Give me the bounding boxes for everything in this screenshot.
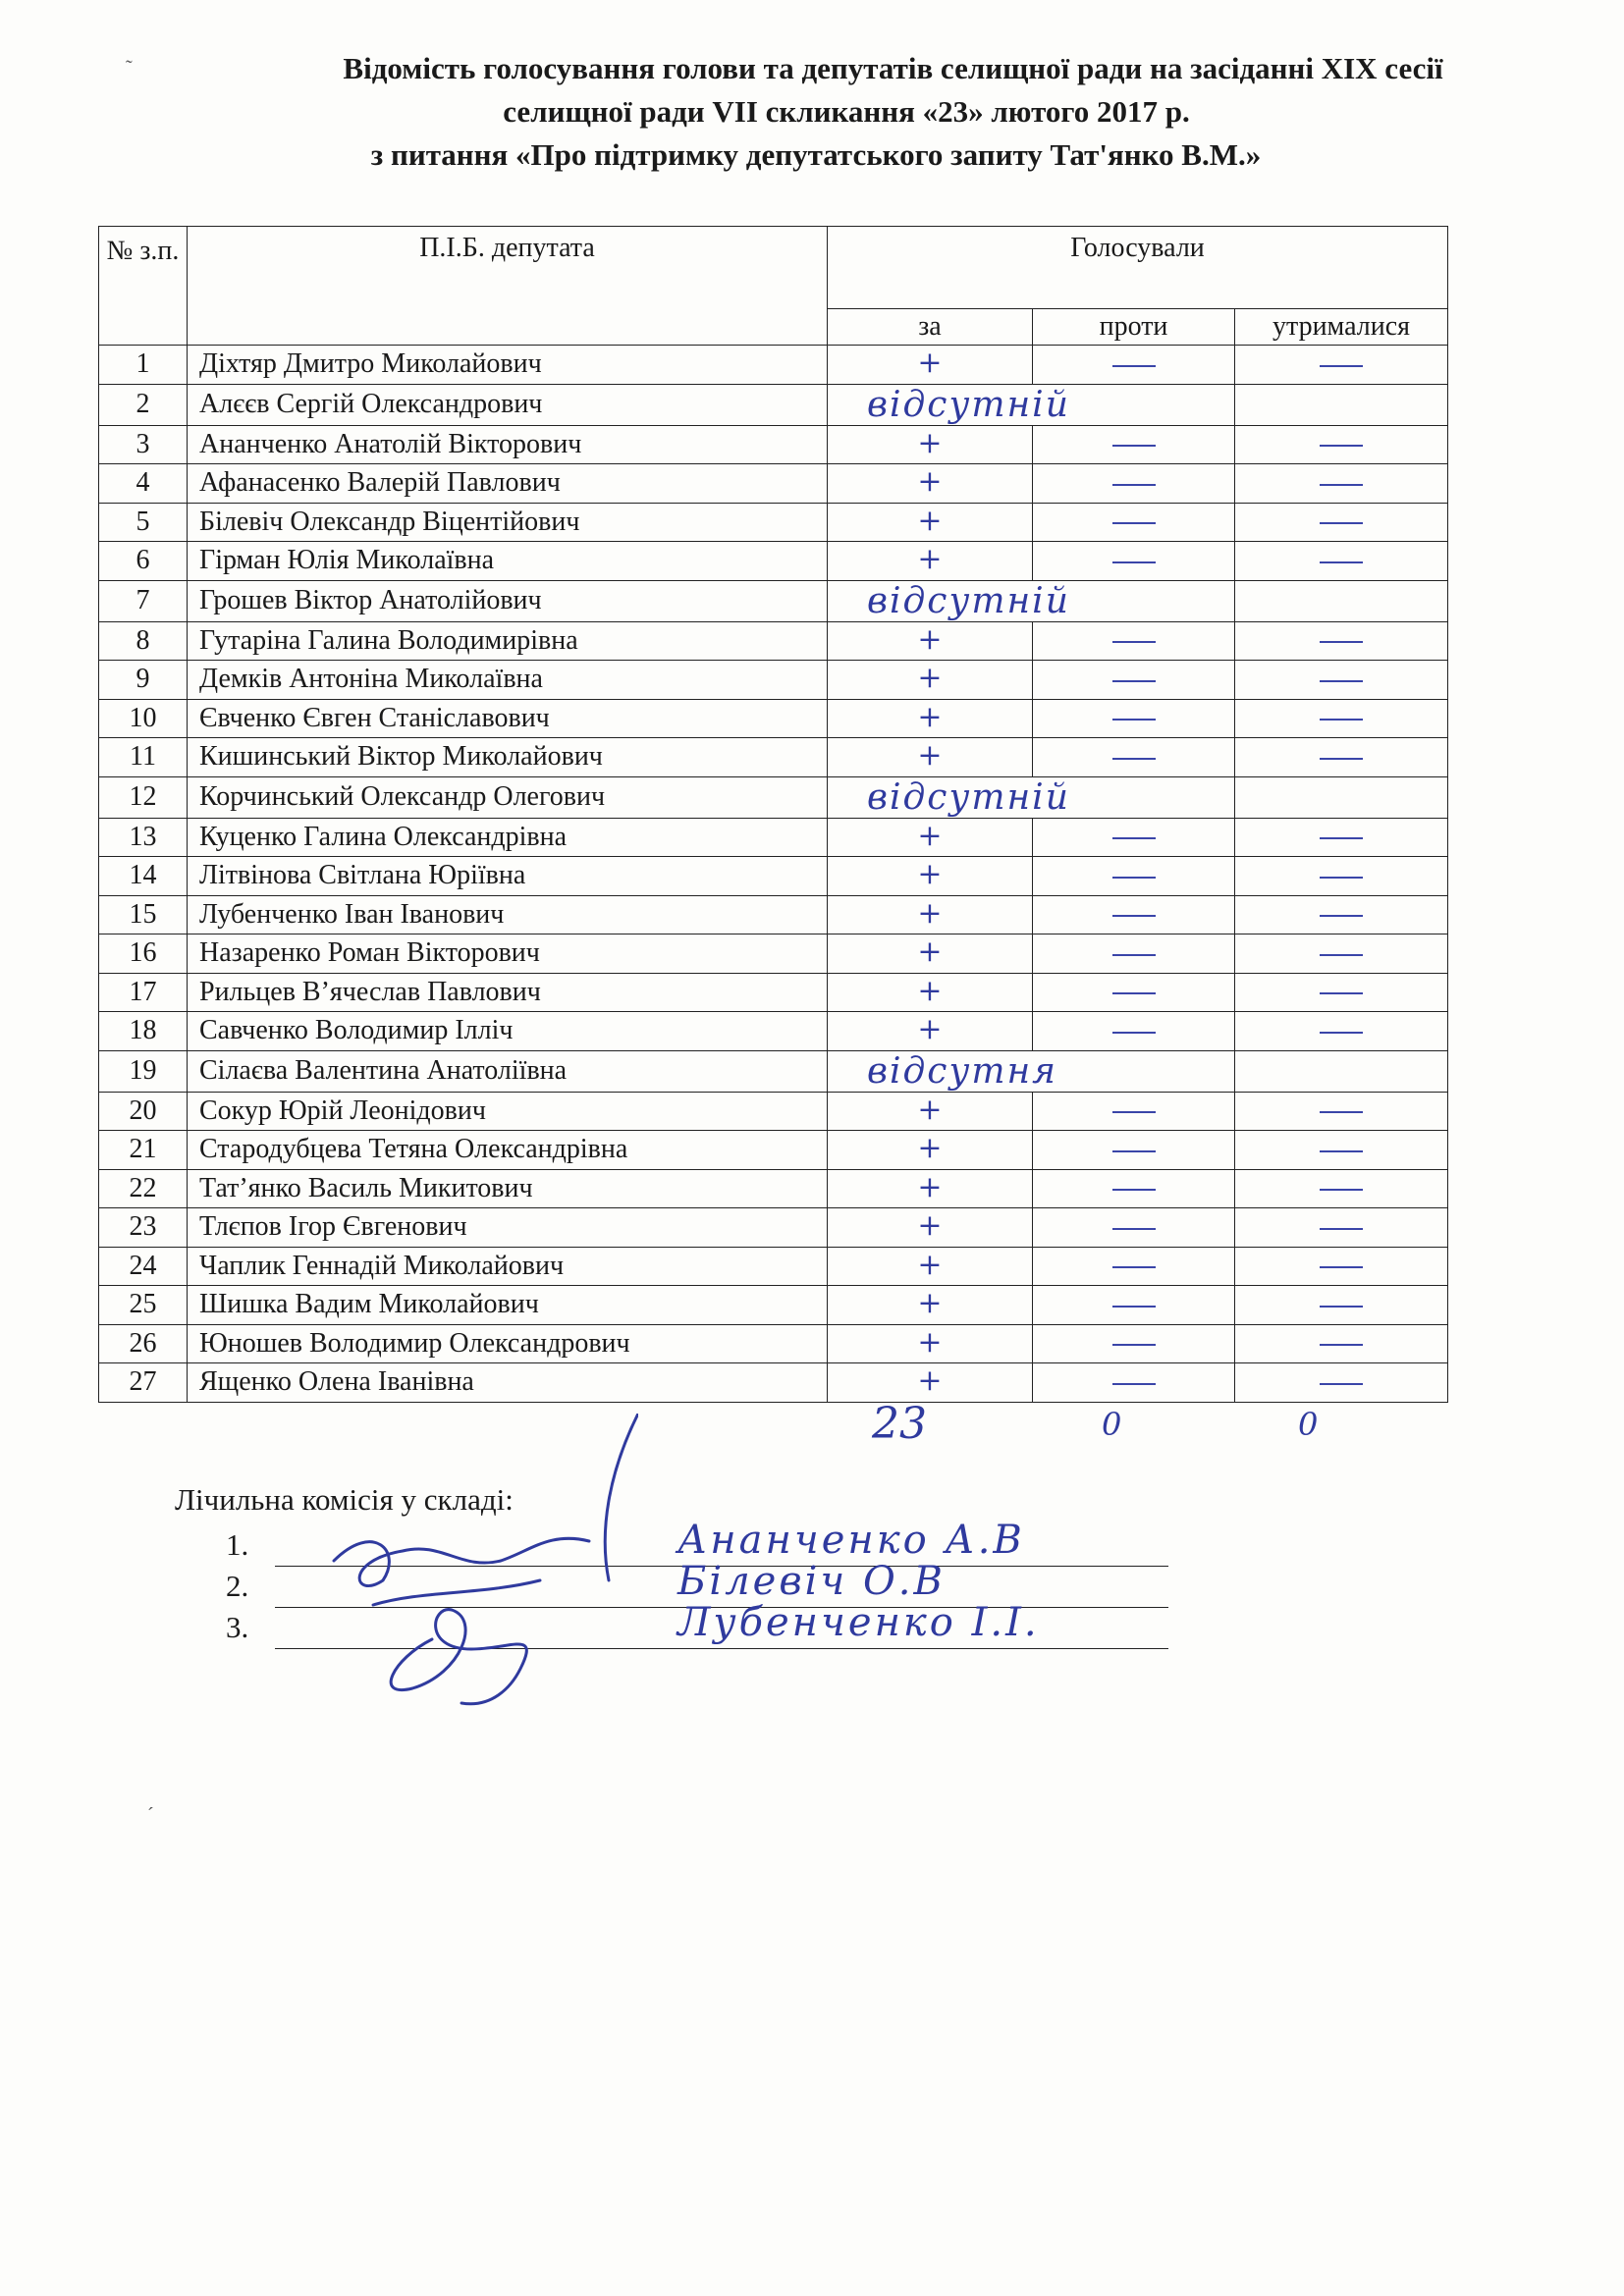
against-cell xyxy=(1033,1092,1235,1131)
plus-mark: + xyxy=(917,738,943,774)
against-cell xyxy=(1033,738,1235,777)
abstained-cell xyxy=(1235,346,1448,385)
dash-mark xyxy=(1112,1266,1156,1268)
table-row xyxy=(99,580,1448,621)
plus-mark: + xyxy=(917,857,943,892)
plus-mark: + xyxy=(917,1208,943,1244)
table-row xyxy=(99,857,1448,896)
row-number: 18 xyxy=(99,1012,188,1051)
for-cell xyxy=(828,503,1033,542)
abstained-cell xyxy=(1235,464,1448,504)
dash-mark xyxy=(1320,837,1363,839)
against-cell xyxy=(1033,1131,1235,1170)
row-number: 1 xyxy=(99,346,188,385)
row-number: 21 xyxy=(99,1131,188,1170)
row-number: 22 xyxy=(99,1169,188,1208)
row-number: 9 xyxy=(99,661,188,700)
plus-mark: + xyxy=(917,1247,943,1282)
abstained-cell xyxy=(1235,738,1448,777)
dash-mark xyxy=(1320,365,1363,367)
table-row xyxy=(99,661,1448,700)
against-cell xyxy=(1033,661,1235,700)
against-cell xyxy=(1033,1247,1235,1286)
for-cell xyxy=(828,973,1033,1012)
dash-mark xyxy=(1320,1383,1363,1385)
for-cell xyxy=(828,542,1033,581)
deputy-name: Ященко Олена Іванівна xyxy=(188,1363,828,1403)
table-row xyxy=(99,1286,1448,1325)
for-cell xyxy=(828,346,1033,385)
deputy-name: Куценко Галина Олександрівна xyxy=(188,818,828,857)
dash-mark xyxy=(1320,641,1363,643)
plus-mark: + xyxy=(917,464,943,500)
row-number: 2 xyxy=(99,384,188,425)
dash-mark xyxy=(1112,837,1156,839)
for-cell xyxy=(828,1286,1033,1325)
row-number: 4 xyxy=(99,464,188,504)
abstained-cell xyxy=(1235,1050,1448,1092)
table-row xyxy=(99,776,1448,818)
table-row xyxy=(99,699,1448,738)
dash-mark xyxy=(1112,1306,1156,1308)
deputy-name: Савченко Володимир Ілліч xyxy=(188,1012,828,1051)
dash-mark xyxy=(1320,954,1363,956)
abstained-cell xyxy=(1235,1247,1448,1286)
deputy-name: Чаплик Геннадій Миколайович xyxy=(188,1247,828,1286)
table-row xyxy=(99,895,1448,934)
against-cell xyxy=(1033,1012,1235,1051)
dash-mark xyxy=(1320,445,1363,447)
for-cell xyxy=(828,1247,1033,1286)
for-cell xyxy=(828,934,1033,974)
deputy-name: Юношев Володимир Олександрович xyxy=(188,1324,828,1363)
header-voted: Голосували xyxy=(828,227,1448,309)
against-cell xyxy=(1033,1169,1235,1208)
header-against: проти xyxy=(1033,309,1235,346)
document-title xyxy=(0,47,1624,177)
plus-mark: + xyxy=(917,661,943,696)
deputy-name: Лубенченко Іван Іванович xyxy=(188,895,828,934)
member-number: 1. xyxy=(226,1527,249,1562)
dash-mark xyxy=(1320,1032,1363,1034)
total-against: 0 xyxy=(1102,1406,1122,1443)
plus-mark: + xyxy=(917,1012,943,1047)
plus-mark: + xyxy=(917,1324,943,1360)
title-line-3: з питання «Про підтримку депутатського запиту Тат'янко В.М.» xyxy=(370,137,1262,172)
abstained-cell xyxy=(1235,1286,1448,1325)
dash-mark xyxy=(1112,445,1156,447)
for-cell xyxy=(828,1324,1033,1363)
row-number: 12 xyxy=(99,776,188,818)
for-cell xyxy=(828,464,1033,504)
plus-mark: + xyxy=(917,1169,943,1204)
dash-mark xyxy=(1112,1111,1156,1113)
for-cell xyxy=(828,818,1033,857)
deputy-name: Євченко Євген Станіславович xyxy=(188,699,828,738)
abstained-cell xyxy=(1235,425,1448,464)
deputy-name: Стародубцева Тетяна Олександрівна xyxy=(188,1131,828,1170)
row-number: 17 xyxy=(99,973,188,1012)
plus-mark: + xyxy=(917,346,943,381)
row-number: 8 xyxy=(99,621,188,661)
plus-mark: + xyxy=(917,1092,943,1127)
dash-mark xyxy=(1112,877,1156,879)
row-number: 24 xyxy=(99,1247,188,1286)
dash-mark xyxy=(1320,758,1363,760)
against-cell xyxy=(1033,1208,1235,1248)
against-cell xyxy=(1033,1324,1235,1363)
row-number: 23 xyxy=(99,1208,188,1248)
dash-mark xyxy=(1112,1032,1156,1034)
against-cell xyxy=(1033,934,1235,974)
row-number: 27 xyxy=(99,1363,188,1403)
abstained-cell xyxy=(1235,973,1448,1012)
abstained-cell xyxy=(1235,818,1448,857)
plus-mark: + xyxy=(917,425,943,460)
dash-mark xyxy=(1320,992,1363,994)
dash-mark xyxy=(1112,1189,1156,1191)
abstained-cell xyxy=(1235,1012,1448,1051)
dash-mark xyxy=(1320,561,1363,563)
dash-mark xyxy=(1320,1228,1363,1230)
header-abstained: утрималися xyxy=(1235,309,1448,346)
dash-mark xyxy=(1320,1150,1363,1152)
dash-mark xyxy=(1320,915,1363,917)
dash-mark xyxy=(1320,522,1363,524)
deputy-name: Гірман Юлія Миколаївна xyxy=(188,542,828,581)
table-row xyxy=(99,934,1448,974)
plus-mark: + xyxy=(917,621,943,657)
plus-mark: + xyxy=(917,973,943,1008)
row-number: 14 xyxy=(99,857,188,896)
against-cell xyxy=(1033,818,1235,857)
plus-mark: + xyxy=(917,895,943,931)
deputy-name: Гутаріна Галина Володимирівна xyxy=(188,621,828,661)
dash-mark xyxy=(1320,1266,1363,1268)
header-for: за xyxy=(828,309,1033,346)
deputy-name: Білевіч Олександр Віцентійович xyxy=(188,503,828,542)
member-number: 3. xyxy=(226,1610,249,1644)
deputy-name: Назаренко Роман Вікторович xyxy=(188,934,828,974)
absent-note: відсутній xyxy=(828,580,1235,621)
deputy-name: Алєєв Сергій Олександрович xyxy=(188,384,828,425)
against-cell xyxy=(1033,973,1235,1012)
total-for: 23 xyxy=(872,1399,927,1449)
plus-mark: + xyxy=(917,699,943,734)
row-number: 13 xyxy=(99,818,188,857)
for-cell xyxy=(828,1169,1033,1208)
against-cell xyxy=(1033,895,1235,934)
plus-mark: + xyxy=(917,542,943,577)
row-number: 11 xyxy=(99,738,188,777)
table-row xyxy=(99,1050,1448,1092)
abstained-cell xyxy=(1235,776,1448,818)
table-row xyxy=(99,621,1448,661)
against-cell xyxy=(1033,857,1235,896)
abstained-cell xyxy=(1235,857,1448,896)
row-number: 7 xyxy=(99,580,188,621)
abstained-cell xyxy=(1235,1092,1448,1131)
dash-mark xyxy=(1112,954,1156,956)
for-cell xyxy=(828,425,1033,464)
row-number: 6 xyxy=(99,542,188,581)
for-cell xyxy=(828,661,1033,700)
against-cell xyxy=(1033,542,1235,581)
abstained-cell xyxy=(1235,895,1448,934)
table-row xyxy=(99,738,1448,777)
header-num: № з.п. xyxy=(99,227,188,346)
for-cell xyxy=(828,1012,1033,1051)
dash-mark xyxy=(1112,522,1156,524)
dash-mark xyxy=(1320,484,1363,486)
dash-mark xyxy=(1320,877,1363,879)
table-row xyxy=(99,503,1448,542)
for-cell xyxy=(828,857,1033,896)
plus-mark: + xyxy=(917,1363,943,1399)
dash-mark xyxy=(1112,484,1156,486)
table-row xyxy=(99,425,1448,464)
member-name: Ананченко А.В xyxy=(677,1518,1025,1563)
for-cell xyxy=(828,895,1033,934)
deputy-name: Ананченко Анатолій Вікторович xyxy=(188,425,828,464)
abstained-cell xyxy=(1235,1169,1448,1208)
dash-mark xyxy=(1320,719,1363,721)
for-cell xyxy=(828,1131,1033,1170)
table-row xyxy=(99,542,1448,581)
table-row xyxy=(99,818,1448,857)
deputy-name: Грошев Віктор Анатолійович xyxy=(188,580,828,621)
row-number: 3 xyxy=(99,425,188,464)
deputy-name: Шишка Вадим Миколайович xyxy=(188,1286,828,1325)
abstained-cell xyxy=(1235,699,1448,738)
scan-mark: ˜ xyxy=(126,57,133,79)
abstained-cell xyxy=(1235,1324,1448,1363)
for-cell xyxy=(828,738,1033,777)
table-row xyxy=(99,1363,1448,1403)
dash-mark xyxy=(1320,680,1363,682)
deputy-name: Літвінова Світлана Юріївна xyxy=(188,857,828,896)
abstained-cell xyxy=(1235,1131,1448,1170)
title-line-1: Відомість голосування голови та депутатів селищної ради на засіданні XIX сесії xyxy=(343,51,1443,85)
against-cell xyxy=(1033,425,1235,464)
plus-mark: + xyxy=(917,1286,943,1321)
abstained-cell xyxy=(1235,542,1448,581)
scan-mark: ˊ xyxy=(147,1804,154,1826)
member-number: 2. xyxy=(226,1569,249,1603)
table-row xyxy=(99,1208,1448,1248)
row-number: 16 xyxy=(99,934,188,974)
table-row xyxy=(99,1092,1448,1131)
against-cell xyxy=(1033,346,1235,385)
abstained-cell xyxy=(1235,934,1448,974)
deputy-name: Кишинський Віктор Миколайович xyxy=(188,738,828,777)
title-line-2: селищної ради VII скликання «23» лютого 2017 р. xyxy=(503,94,1190,129)
absent-note: відсутній xyxy=(828,776,1235,818)
dash-mark xyxy=(1112,1383,1156,1385)
commission-label: Лічильна комісія у складі: xyxy=(175,1482,514,1517)
dash-mark xyxy=(1320,1306,1363,1308)
abstained-cell xyxy=(1235,661,1448,700)
dash-mark xyxy=(1320,1111,1363,1113)
signatures-scribble xyxy=(314,1414,638,1708)
dash-mark xyxy=(1112,1344,1156,1346)
against-cell xyxy=(1033,621,1235,661)
abstained-cell xyxy=(1235,621,1448,661)
table-row xyxy=(99,973,1448,1012)
for-cell xyxy=(828,1363,1033,1403)
total-abstained: 0 xyxy=(1298,1406,1319,1443)
plus-mark: + xyxy=(917,503,943,538)
table-row xyxy=(99,384,1448,425)
row-number: 25 xyxy=(99,1286,188,1325)
table-row xyxy=(99,1169,1448,1208)
deputy-name: Тлєпов Ігор Євгенович xyxy=(188,1208,828,1248)
for-cell xyxy=(828,1208,1033,1248)
table-row xyxy=(99,1131,1448,1170)
table-row xyxy=(99,1324,1448,1363)
row-number: 5 xyxy=(99,503,188,542)
table-row xyxy=(99,346,1448,385)
dash-mark xyxy=(1112,561,1156,563)
dash-mark xyxy=(1320,1189,1363,1191)
table-row xyxy=(99,464,1448,504)
abstained-cell xyxy=(1235,503,1448,542)
dash-mark xyxy=(1112,1150,1156,1152)
dash-mark xyxy=(1320,1344,1363,1346)
deputy-name: Рильцев В’ячеслав Павлович xyxy=(188,973,828,1012)
against-cell xyxy=(1033,503,1235,542)
deputy-name: Корчинський Олександр Олегович xyxy=(188,776,828,818)
member-name: Лубенченко І.І. xyxy=(677,1600,1040,1645)
abstained-cell xyxy=(1235,1363,1448,1403)
abstained-cell xyxy=(1235,1208,1448,1248)
abstained-cell xyxy=(1235,384,1448,425)
plus-mark: + xyxy=(917,1131,943,1166)
for-cell xyxy=(828,1092,1033,1131)
deputy-name: Діхтяр Дмитро Миколайович xyxy=(188,346,828,385)
member-name: Білевіч О.В xyxy=(677,1559,946,1604)
dash-mark xyxy=(1112,365,1156,367)
dash-mark xyxy=(1112,992,1156,994)
row-number: 10 xyxy=(99,699,188,738)
deputy-name: Демків Антоніна Миколаївна xyxy=(188,661,828,700)
row-number: 15 xyxy=(99,895,188,934)
absent-note: відсутній xyxy=(828,384,1235,425)
deputy-name: Афанасенко Валерій Павлович xyxy=(188,464,828,504)
dash-mark xyxy=(1112,719,1156,721)
voting-table xyxy=(98,226,1448,1403)
absent-note: відсутня xyxy=(828,1050,1235,1092)
dash-mark xyxy=(1112,1228,1156,1230)
abstained-cell xyxy=(1235,580,1448,621)
header-name: П.І.Б. депутата xyxy=(188,227,828,346)
dash-mark xyxy=(1112,680,1156,682)
plus-mark: + xyxy=(917,934,943,970)
row-number: 26 xyxy=(99,1324,188,1363)
for-cell xyxy=(828,621,1033,661)
row-number: 20 xyxy=(99,1092,188,1131)
table-row xyxy=(99,1247,1448,1286)
deputy-name: Тат’янко Василь Микитович xyxy=(188,1169,828,1208)
dash-mark xyxy=(1112,758,1156,760)
against-cell xyxy=(1033,1363,1235,1403)
plus-mark: + xyxy=(917,818,943,853)
row-number: 19 xyxy=(99,1050,188,1092)
against-cell xyxy=(1033,699,1235,738)
dash-mark xyxy=(1112,915,1156,917)
dash-mark xyxy=(1112,641,1156,643)
deputy-name: Сілаєва Валентина Анатоліївна xyxy=(188,1050,828,1092)
against-cell xyxy=(1033,1286,1235,1325)
deputy-name: Сокур Юрій Леонідович xyxy=(188,1092,828,1131)
table-row xyxy=(99,1012,1448,1051)
for-cell xyxy=(828,699,1033,738)
against-cell xyxy=(1033,464,1235,504)
